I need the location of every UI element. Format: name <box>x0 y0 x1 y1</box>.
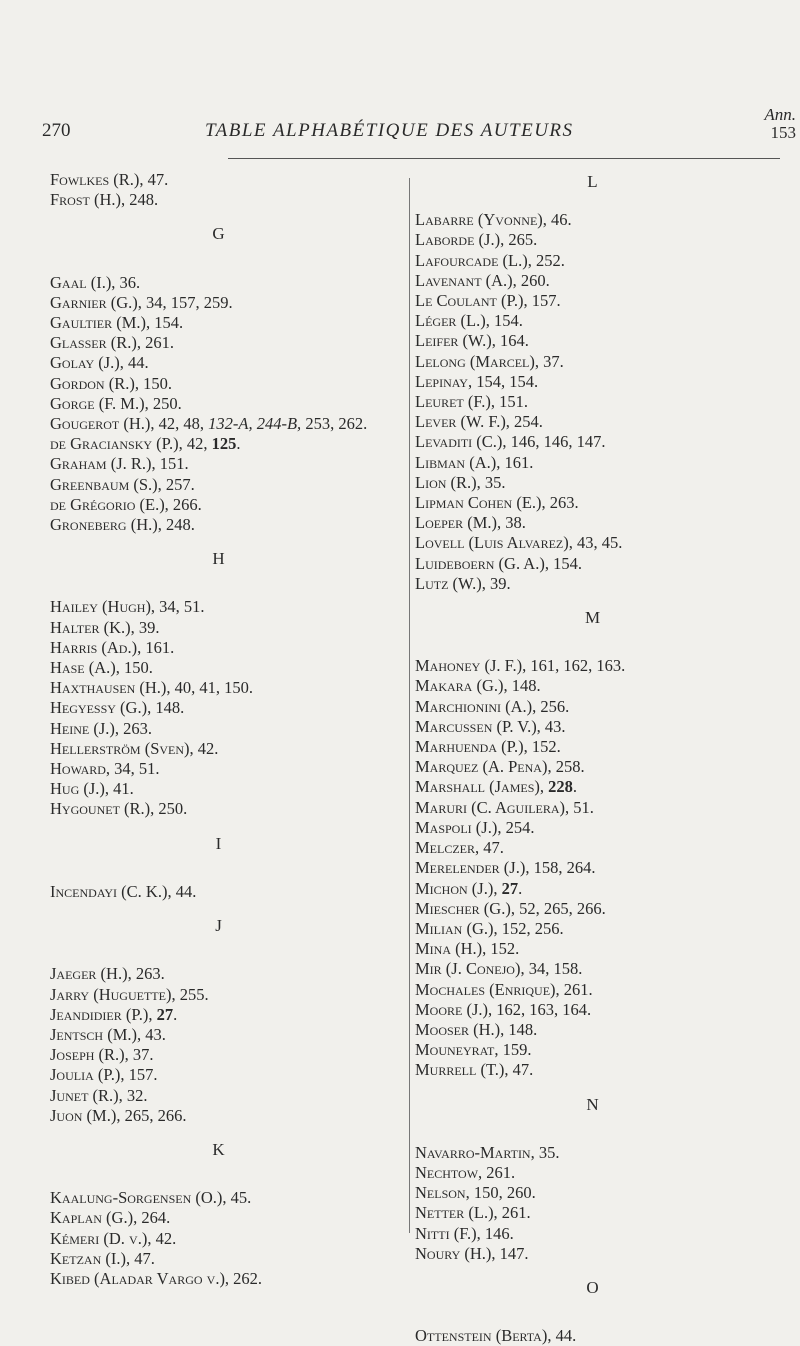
index-entry <box>50 1208 395 1228</box>
index-entry <box>50 678 395 698</box>
entry-bold-page: 228 <box>548 777 573 797</box>
entry-text: Ketzan (I.), 47. <box>50 1248 155 1268</box>
entry-text: Leuret (F.), 151. <box>415 392 528 412</box>
entry-text: Netter (L.), 261. <box>415 1203 531 1223</box>
entry-text: de Graciansky (P.), 42, <box>50 434 212 454</box>
entry-text: Golay (J.), 44. <box>50 353 149 373</box>
entry-italic-pages: 132-A, 244-B, <box>208 414 302 434</box>
entry-tail: . <box>236 434 241 454</box>
entry-text: Kémeri (D. v.), 42. <box>50 1228 177 1248</box>
entry-text: Maspoli (J.), 254. <box>415 817 535 837</box>
entry-text: Melczer, 47. <box>415 838 504 858</box>
entry-text: Mouneyrat, 159. <box>415 1040 532 1060</box>
entry-text: Garnier (G.), 34, 157, 259. <box>50 292 233 312</box>
entry-text: Gorge (F. M.), 250. <box>50 393 182 413</box>
entry-text: Marshall (James), <box>415 777 549 797</box>
annotation-line-1: Ann. <box>764 105 796 124</box>
index-entry <box>415 291 790 311</box>
entry-text: Marhuenda (P.), 152. <box>415 737 561 757</box>
index-entry <box>50 1025 395 1045</box>
entry-text: Gaal (I.), 36. <box>50 272 141 292</box>
index-entry <box>50 353 395 373</box>
entry-text: Marquez (A. Pena), 258. <box>415 757 585 777</box>
index-entry <box>415 352 790 372</box>
index-entry <box>50 1269 395 1289</box>
index-entry <box>50 638 395 658</box>
index-entry <box>415 879 790 899</box>
entry-tail: . <box>572 777 578 797</box>
index-entry <box>50 698 395 718</box>
entry-text: Joseph (R.), 37. <box>50 1045 154 1065</box>
section-letter: N <box>586 1094 599 1114</box>
entry-text: Labarre (Yvonne), 46. <box>415 210 572 230</box>
index-entry <box>50 1249 395 1269</box>
index-entry <box>415 554 790 574</box>
entry-text: Howard, 34, 51. <box>50 759 160 779</box>
entry-text: Hug (J.), 41. <box>50 779 134 799</box>
index-entry <box>415 392 790 412</box>
entry-text: Lever (W. F.), 254. <box>415 412 543 432</box>
index-entry <box>415 959 790 979</box>
column-divider <box>409 178 410 1233</box>
entry-text: Hellerström (Sven), 42. <box>50 738 219 758</box>
index-entry <box>415 818 790 838</box>
index-entry <box>415 311 790 331</box>
entry-text: Kaplan (G.), 264. <box>50 1208 171 1228</box>
index-entry <box>415 1326 790 1346</box>
index-entry <box>50 313 395 333</box>
entry-text: Nitti (F.), 146. <box>415 1223 514 1243</box>
header-rule <box>228 158 780 159</box>
index-entry <box>415 251 790 271</box>
index-entry <box>50 515 395 535</box>
index-entry <box>50 273 395 293</box>
entry-tail: . <box>173 1004 178 1024</box>
entry-text: Glasser (R.), 261. <box>50 333 174 353</box>
right-column <box>415 170 790 1346</box>
left-column <box>50 170 395 1289</box>
entry-text: Maruri (C. Aguilera), 51. <box>415 797 594 817</box>
entry-text: Gaultier (M.), 154. <box>50 313 184 333</box>
index-entry <box>50 985 395 1005</box>
entry-text: Laborde (J.), 265. <box>415 230 538 250</box>
index-entry <box>415 473 790 493</box>
index-entry <box>50 759 395 779</box>
entry-text: Hailey (Hugh), 34, 51. <box>50 597 205 617</box>
entry-text: Navarro-Martin, 35. <box>415 1142 560 1162</box>
index-entry <box>415 493 790 513</box>
index-entry <box>415 1244 790 1264</box>
index-entry <box>415 574 790 594</box>
entry-text: Mahoney (J. F.), 161, 162, 163. <box>415 656 626 676</box>
entry-bold-page: 125 <box>211 434 237 454</box>
entry-text: Mina (H.), 152. <box>415 939 520 959</box>
index-entry <box>415 210 790 230</box>
entry-text: Gordon (R.), 150. <box>50 373 172 393</box>
index-entry <box>415 717 790 737</box>
entry-text: Halter (K.), 39. <box>50 617 160 637</box>
entry-text: Frost (H.), 248. <box>50 190 159 210</box>
index-entry <box>415 432 790 452</box>
entry-text: Levaditi (C.), 146, 146, 147. <box>415 432 606 452</box>
index-entry <box>50 475 395 495</box>
entry-text: Nechtow, 261. <box>415 1162 516 1182</box>
index-entry <box>50 739 395 759</box>
entry-text: Lipman Cohen (E.), 263. <box>415 493 579 513</box>
entry-text: Nelson, 150, 260. <box>415 1183 536 1203</box>
entry-text: Miescher (G.), 52, 265, 266. <box>415 898 606 918</box>
entry-text: Leifer (W.), 164. <box>415 331 529 351</box>
index-entry <box>415 899 790 919</box>
index-entry <box>50 170 395 190</box>
entry-text: Hygounet (R.), 250. <box>50 799 188 819</box>
entry-text: Juon (M.), 265, 266. <box>50 1105 187 1125</box>
entry-text: Murrell (T.), 47. <box>415 1060 534 1080</box>
entry-text: Incendayi (C. K.), 44. <box>50 881 197 901</box>
index-entry <box>50 799 395 819</box>
index-entry <box>415 1060 790 1080</box>
index-entry <box>50 597 395 617</box>
section-letter: O <box>586 1277 599 1297</box>
entry-text: Graham (J. R.), 151. <box>50 454 189 474</box>
entry-text: Jeandidier (P.), <box>50 1004 157 1024</box>
entry-text: Noury (H.), 147. <box>415 1243 529 1263</box>
entry-text: Le Coulant (P.), 157. <box>415 291 561 311</box>
entry-text: Hegyessy (G.), 148. <box>50 698 185 718</box>
entry-text: Milian (G.), 152, 256. <box>415 918 564 938</box>
entry-text: Marchionini (A.), 256. <box>415 696 570 716</box>
entry-text: Michon (J.), <box>415 878 502 898</box>
index-entry <box>415 1143 790 1163</box>
index-entry <box>415 1203 790 1223</box>
index-entry <box>415 656 790 676</box>
entry-text: Loeper (M.), 38. <box>415 513 526 533</box>
index-entry <box>50 779 395 799</box>
index-entry <box>50 1045 395 1065</box>
entry-bold-page: 27 <box>501 878 519 898</box>
index-entry <box>50 454 395 474</box>
index-entry <box>415 372 790 392</box>
entry-text: Luideboern (G. A.), 154. <box>415 553 582 573</box>
index-entry <box>415 858 790 878</box>
index-entry <box>415 737 790 757</box>
page-number: 270 <box>42 120 71 141</box>
section-letter: M <box>584 608 601 628</box>
index-entry <box>415 331 790 351</box>
section-letter: J <box>215 916 222 936</box>
entry-text: Fowlkes (R.), 47. <box>50 170 169 189</box>
entry-text: Mir (J. Conejo), 34, 158. <box>415 959 583 979</box>
index-entry <box>415 757 790 777</box>
index-entry <box>50 374 395 394</box>
entry-text: Lafourcade (L.), 252. <box>415 250 565 270</box>
entry-text: Lutz (W.), 39. <box>415 573 511 593</box>
entry-text: Groneberg (H.), 248. <box>50 515 195 535</box>
index-entry <box>415 1224 790 1244</box>
index-entry <box>415 412 790 432</box>
index-entry <box>415 939 790 959</box>
index-entry <box>50 1086 395 1106</box>
section-letter: L <box>587 172 598 191</box>
entry-text: Kaalung-Sorgensen (O.), 45. <box>50 1188 252 1208</box>
handwritten-annotation <box>736 106 796 142</box>
index-entry <box>50 1229 395 1249</box>
index-entry <box>50 1005 395 1025</box>
index-entry <box>415 533 790 553</box>
index-entry <box>50 293 395 313</box>
entry-tail: 253, 262. <box>301 414 368 434</box>
running-title: TABLE ALPHABÉTIQUE DES AUTEURS <box>205 120 574 141</box>
entry-text: Makara (G.), 148. <box>415 676 541 696</box>
entry-text: Jaeger (H.), 263. <box>50 964 165 984</box>
entry-bold-page: 27 <box>156 1004 174 1024</box>
index-entry <box>415 271 790 291</box>
index-entry <box>415 1183 790 1203</box>
index-entry <box>415 919 790 939</box>
index-entry <box>50 964 395 984</box>
index-entry <box>415 980 790 1000</box>
index-entry <box>50 719 395 739</box>
entry-text: Joulia (P.), 157. <box>50 1065 158 1085</box>
index-entry <box>415 453 790 473</box>
index-entry <box>50 414 395 434</box>
index-entry <box>50 333 395 353</box>
index-entry <box>415 1000 790 1020</box>
index-entry <box>415 230 790 250</box>
entry-tail: . <box>518 878 523 898</box>
index-entry <box>415 1020 790 1040</box>
entry-text: Heine (J.), 263. <box>50 718 153 738</box>
entry-text: Jentsch (M.), 43. <box>50 1024 166 1044</box>
entry-text: Moore (J.), 162, 163, 164. <box>415 999 592 1019</box>
index-entry <box>415 697 790 717</box>
section-letter: K <box>212 1139 225 1159</box>
entry-text: Léger (L.), 154. <box>415 311 523 331</box>
index-entry <box>415 838 790 858</box>
entry-text: Lepinay, 154, 154. <box>415 371 539 391</box>
entry-text: Ottenstein (Berta), 44. <box>415 1326 577 1346</box>
entry-text: Lelong (Marcel), 37. <box>415 351 564 371</box>
annotation-line-2: 153 <box>770 123 796 142</box>
entry-text: Harris (Ad.), 161. <box>50 637 175 657</box>
index-entry <box>50 1188 395 1208</box>
index-entry <box>50 1065 395 1085</box>
entry-text: Merelender (J.), 158, 264. <box>415 858 596 878</box>
index-entry <box>50 495 395 515</box>
index-entry <box>50 434 395 454</box>
entry-text: Lavenant (A.), 260. <box>415 270 550 290</box>
entry-text: Kibed (Aladar Vargo v.), 262. <box>50 1268 263 1288</box>
entry-text: Mooser (H.), 148. <box>415 1019 538 1039</box>
entry-text: de Grégorio (E.), 266. <box>50 494 202 514</box>
index-entry <box>50 882 395 902</box>
entry-text: Lovell (Luis Alvarez), 43, 45. <box>415 533 623 553</box>
index-entry <box>415 777 790 797</box>
index-entry <box>50 190 395 210</box>
index-entry <box>415 1040 790 1060</box>
index-entry <box>415 676 790 696</box>
entry-text: Junet (R.), 32. <box>50 1085 148 1105</box>
index-entry <box>50 618 395 638</box>
index-entry <box>50 658 395 678</box>
index-entry <box>50 394 395 414</box>
section-letter: G <box>212 224 225 244</box>
entry-text: Haxthausen (H.), 40, 41, 150. <box>50 678 254 698</box>
entry-text: Gougerot (H.), 42, 48, <box>50 414 209 434</box>
section-letter: I <box>215 833 222 853</box>
section-letter: H <box>212 549 225 569</box>
entry-text: Jarry (Huguette), 255. <box>50 984 209 1004</box>
index-entry <box>415 1163 790 1183</box>
index-entry <box>415 513 790 533</box>
index-entry <box>50 1106 395 1126</box>
index-entry <box>415 798 790 818</box>
entry-text: Marcussen (P. V.), 43. <box>415 716 566 736</box>
entry-text: Libman (A.), 161. <box>415 452 534 472</box>
entry-text: Greenbaum (S.), 257. <box>50 474 195 494</box>
entry-text: Hase (A.), 150. <box>50 658 153 678</box>
entry-text: Lion (R.), 35. <box>415 472 506 492</box>
entry-text: Mochales (Enrique), 261. <box>415 979 593 999</box>
